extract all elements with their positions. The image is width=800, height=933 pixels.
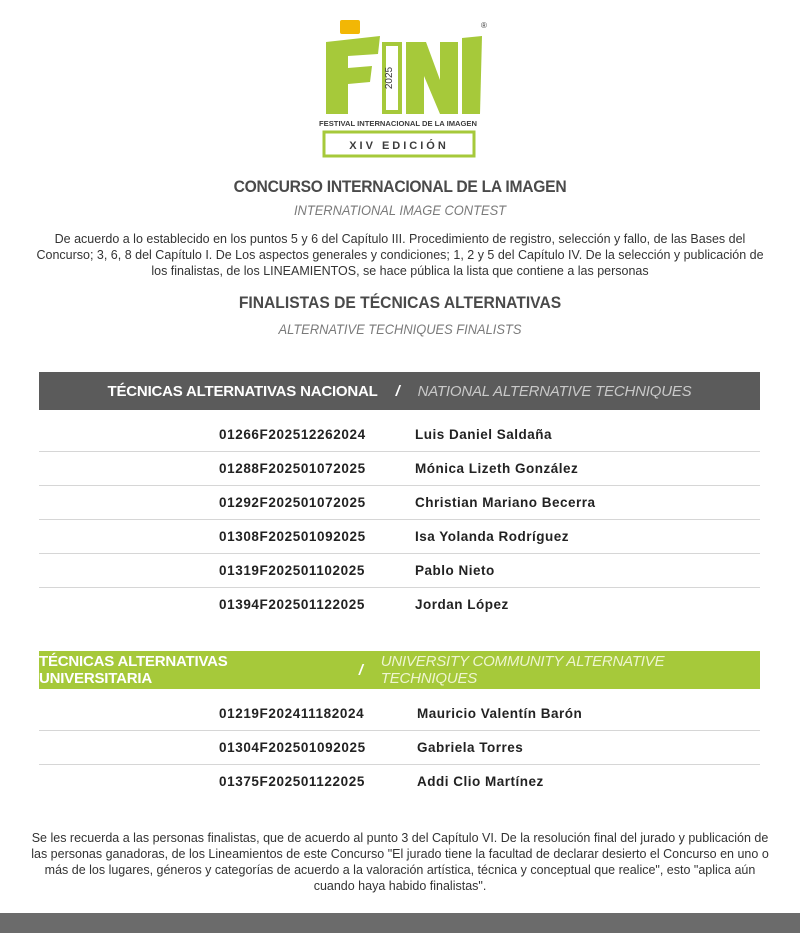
nacional-separator: / bbox=[395, 382, 400, 400]
finalist-folio: 01304F202501092025 bbox=[219, 740, 366, 755]
nacional-finalists-list bbox=[39, 418, 760, 621]
logo-year: 2025 bbox=[384, 66, 395, 90]
nacional-category-header bbox=[39, 372, 760, 410]
finalist-folio: 01266F202512262024 bbox=[219, 427, 366, 442]
finalist-name: Jordan López bbox=[415, 597, 509, 612]
footer-bar bbox=[0, 913, 800, 933]
nacional-label-en: NATIONAL ALTERNATIVE TECHNIQUES bbox=[417, 382, 692, 400]
logo-letter-f bbox=[326, 36, 380, 114]
finalist-folio: 01292F202501072025 bbox=[219, 495, 366, 510]
finalist-row bbox=[39, 554, 760, 588]
finalist-row bbox=[39, 486, 760, 520]
logo-letter-n bbox=[406, 42, 458, 114]
finalist-name: Isa Yolanda Rodríguez bbox=[415, 529, 570, 544]
logo-letter-i bbox=[462, 36, 482, 114]
finalist-name: Luis Daniel Saldaña bbox=[415, 427, 553, 442]
finalist-folio: 01319F202501102025 bbox=[219, 563, 365, 578]
finalist-folio: 01375F202501122025 bbox=[219, 774, 365, 789]
nacional-label-es: TÉCNICAS ALTERNATIVAS NACIONAL bbox=[107, 382, 378, 400]
finalist-row bbox=[39, 588, 760, 621]
finalist-folio: 01308F202501092025 bbox=[219, 529, 366, 544]
finalist-row bbox=[39, 765, 760, 798]
intro-paragraph: De acuerdo a lo establecido en los puntos 5 y 6 del Capítulo III. Procedimiento de registro, selección y fallo, de las Bases del Concurso; 3, 6, 8 del Capítulo I. De Los aspectos generales y condiciones; 1, 2 y 5 del Capítulo IV. De la selección y publicación de los finalistas, de los LINEAMIENTOS, se hace pública la lista que contiene a las personas bbox=[36, 232, 764, 278]
finalist-name: Addi Clio Martínez bbox=[417, 774, 544, 789]
section-subtitle: ALTERNATIVE TECHNIQUES FINALISTS bbox=[278, 321, 522, 337]
universitaria-separator: / bbox=[358, 661, 363, 679]
finalist-row bbox=[39, 452, 760, 486]
contest-title: CONCURSO INTERNACIONAL DE LA IMAGEN bbox=[233, 177, 567, 196]
logo-yellow-mark bbox=[340, 20, 360, 34]
finalist-row bbox=[39, 418, 760, 452]
universitaria-label-es: TÉCNICAS ALTERNATIVAS UNIVERSITARIA bbox=[39, 653, 228, 687]
finalist-row bbox=[39, 731, 760, 765]
logo-tagline: FESTIVAL INTERNACIONAL DE LA IMAGEN bbox=[319, 119, 477, 128]
fini-logo bbox=[318, 14, 488, 162]
contest-subtitle: INTERNATIONAL IMAGE CONTEST bbox=[293, 202, 507, 218]
universitaria-finalists-list bbox=[39, 697, 760, 798]
finalist-name: Mauricio Valentín Barón bbox=[417, 706, 583, 721]
fini-logo-graphic bbox=[318, 14, 488, 162]
finalist-row bbox=[39, 697, 760, 731]
universitaria-label-en: UNIVERSITY COMMUNITY ALTERNATIVE TECHNIQUES bbox=[380, 653, 665, 687]
finalist-name: Pablo Nieto bbox=[415, 563, 495, 578]
finalist-folio: 01219F202411182024 bbox=[219, 706, 365, 721]
finalist-name: Gabriela Torres bbox=[417, 740, 524, 755]
finalist-row bbox=[39, 520, 760, 554]
finalist-name: Christian Mariano Becerra bbox=[415, 495, 596, 510]
finalist-folio: 01394F202501122025 bbox=[219, 597, 365, 612]
section-title: FINALISTAS DE TÉCNICAS ALTERNATIVAS bbox=[238, 293, 562, 312]
universitaria-category-header bbox=[39, 651, 760, 689]
finalist-folio: 01288F202501072025 bbox=[219, 461, 366, 476]
reminder-paragraph: Se les recuerda a las personas finalistas, que de acuerdo al punto 3 del Capítulo VI. De la resolución final del jurado y publicación de las personas ganadoras, de los Lineamientos de este Concurso "El jurado tiene la facultad de declarar desierto el Concurso en uno o más de los lugares, géneros y categorías de acuerdo a la valoración artística, técnica y conceptual que realice", esto "aplica aún cuando haya habido finalistas". bbox=[31, 831, 769, 893]
logo-registered-mark: ® bbox=[481, 21, 487, 30]
finalist-name: Mónica Lizeth González bbox=[415, 461, 579, 476]
logo-edition: XIV EDICIÓN bbox=[349, 140, 449, 152]
